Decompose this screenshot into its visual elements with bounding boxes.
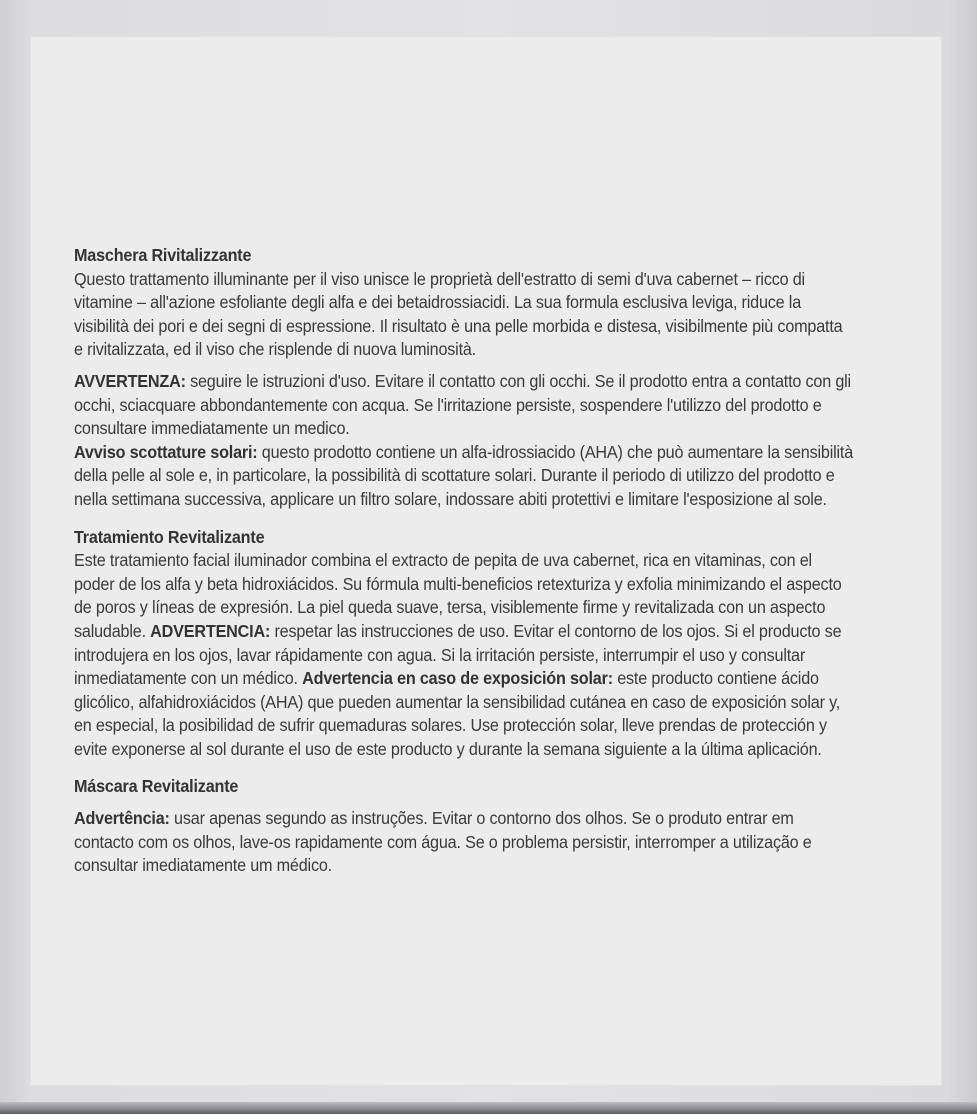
warning-label-portuguese: Advertência:	[74, 808, 170, 829]
sun-label-italian: Avviso scottature solari:	[74, 441, 258, 462]
body-spanish: Este tratamiento facial iluminador combina el extracto de pepita de uva cabernet, rica en vitaminas, con el poder de los alfa y beta hidroxiácidos. Su fórmula multi-beneficios retexturiza y exfolia minimizando el aspecto de poros y líneas de expresión. La piel queda suave, tersa, visiblemente firme y revitalizada con un aspecto saludable.	[74, 550, 842, 641]
description-italian: Questo trattamento illuminante per il viso unisce le proprietà dell'estratto di semi d'uva cabernet – ricco di vitamine – all'azione esfoliante degli alfa e dei betaidrossiacidi. La sua formula esclusiva leviga, riduce la visibilità dei pori e dei segni di espressione. Il risultato è una pelle morbida e distesa, visibilmente più compatta e rivitalizzata, ed il viso che risplende di nuova luminosità.	[74, 268, 843, 360]
description-spanish	[74, 549, 855, 761]
product-text-block	[74, 244, 855, 878]
section-title-italian: Maschera Rivitalizzante	[74, 245, 252, 265]
warning-label-spanish: ADVERTENCIA:	[150, 620, 271, 641]
section-title-portuguese: Máscara Revitalizante	[74, 776, 239, 797]
sun-text-italian: questo prodotto contiene un alfa-idrossiacido (AHA) che può aumentare la sensibilità della pelle al sole e, in particolare, la possibilità di scottature solari. Durante il periodo di utilizzo del prodotto e nella settimana successiva, applicare un filtro solare, indossare abiti protettivi e limitare l'esposizione al sole.	[74, 441, 854, 509]
section-italian	[74, 244, 855, 512]
warning-label-italian: AVVERTENZA:	[74, 370, 186, 391]
sun-warning-italian	[74, 441, 855, 512]
warning-italian	[74, 370, 855, 441]
warning-text-italian: seguire le istruzioni d'uso. Evitare il contatto con gli occhi. Se il prodotto entra a contatto con gli occhi, sciacquare abbondantemente con acqua. Se l'irritazione persiste, sospendere l'utilizzo del prodotto e consultare immediatamente un medico.	[74, 370, 851, 439]
warning-text-portuguese: usar apenas segundo as instruções. Evitar o contorno dos olhos. Se o produto entrar em contacto com os olhos, lave-os rapidamente com água. Se o problema persistir, interromper a utilização e consultar imediatamente um médico.	[74, 808, 812, 876]
section-portuguese	[74, 775, 855, 877]
warning-text-spanish: respetar las instrucciones de uso. Evitar el contorno de los ojos. Si el producto se introdujera en los ojos, lavar rápidamente con agua. Si la irritación persiste, interrumpir el uso y consultar inmediatamente con un médico.	[74, 620, 842, 689]
warning-portuguese	[74, 807, 855, 878]
sun-label-spanish: Advertencia en caso de exposición solar:	[302, 668, 613, 689]
package-bottom-edge	[0, 1102, 977, 1114]
section-spanish	[74, 526, 855, 762]
section-title-spanish: Tratamiento Revitalizante	[74, 526, 265, 547]
sun-text-spanish: este producto contiene ácido glicólico, alfahidroxiácidos (AHA) que pueden aumentar la sensibilidad cutánea en caso de exposición solar y, en especial, la posibilidad de sufrir quemaduras solares. Use protección solar, lleve prendas de protección y evite exponerse al sol durante el uso de este producto y durante la semana siguiente a la última aplicación.	[74, 668, 841, 759]
